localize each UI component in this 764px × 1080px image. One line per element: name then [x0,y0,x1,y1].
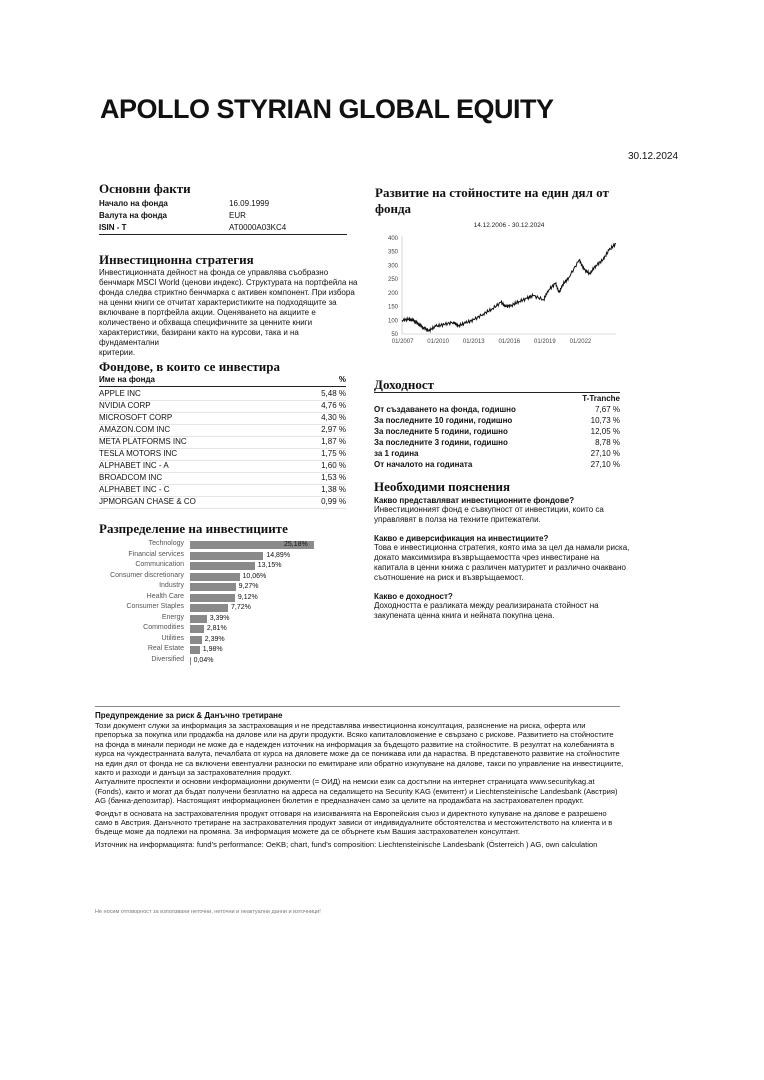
allocation-label: Technology [148,540,184,547]
disclaimer-source: Източник на информацията: fund's performance: OeKB; chart, fund's composition: Liechtensteinische Landesbank (Österreich ) AG, own calculation [95,839,598,849]
holding-name: ALPHABET INC - C [99,485,170,494]
strategy-line: фонда следва стриктно бенчмарка с активен компонент. При избора [99,288,355,297]
allocation-bar [190,552,263,560]
facts-heading: Основни факти [99,181,191,196]
holding-pct: 1,38 % [321,485,346,494]
performance-rule [374,392,620,393]
allocation-value: 7,72% [231,604,251,611]
allocation-bar [190,625,204,633]
allocation-heading: Разпределение на инвестициите [99,521,288,536]
holdings-header [99,375,346,387]
allocation-label: Consumer discretionary [110,571,184,579]
note-question: Какво е доходност? [374,592,453,601]
performance-row [374,449,620,460]
performance-label: За последните 3 години, годишно [374,438,508,447]
allocation-bar [190,604,228,612]
document-title: APOLLO STYRIAN GLOBAL EQUITY [100,94,554,124]
chart-heading-line: фонда [375,201,412,216]
performance-row [374,416,620,427]
disclaimer-line: Фондът в основата на застрахователния продукт отговаря на изискванията на Европейския съюз и директното купуване на дялове е разрешено [95,808,607,818]
strategy-line: характеристики, базирани както на курсови, така и на фундаментални [99,328,299,347]
x-tick-label: 01/2013 [462,339,485,345]
holding-pct: 4,30 % [321,413,346,422]
strategy-line: на ценни книги се отчитат характеристиките на подходящите за [99,298,337,307]
y-tick-label: 100 [387,318,398,325]
strategy-line: включване в портфейла акции. Оценяването на акциите е [99,308,316,317]
holdings-col-pct: % [338,375,346,384]
notes-body [374,496,634,621]
disclaimer-rule [95,706,620,707]
fact-label: ISIN - T [99,223,127,232]
holding-name: JPMORGAN CHASE & CO [99,497,196,506]
holding-pct: 1,60 % [321,461,346,470]
footer-note: Не носим отговорност за използвани неточни, неточни и неактуални данни и източници! [95,909,321,915]
allocation-value: 3,39% [209,614,230,622]
note-answer-line: Това е инвестиционна стратегия, която има за цел да намали риска, [374,543,630,552]
allocation-bar [190,657,191,665]
fact-row [99,199,269,208]
strategy-line: бенчмарк MSCI World (ценови индекс). Структурата на портфейла на [99,278,358,287]
performance-value: 27,10 % [590,460,620,469]
allocation-label: Financial services [128,550,184,558]
fact-label: Валута на фонда [99,211,167,220]
allocation-value: 9,12% [237,593,258,601]
strategy-line: критерии. [99,348,136,357]
allocation-label: Communication [135,561,184,568]
allocation-value: 14,89% [266,551,291,559]
fact-value: AT0000A03KC4 [229,223,287,232]
x-tick-label: 01/2019 [534,339,556,345]
holding-name: ALPHABET INC - A [99,461,169,470]
allocation-value: 2,39% [204,635,225,643]
note-answer-line: докато максимизира възвръщаемостта чрез инвестиране на [374,553,600,562]
holding-name: TESLA MOTORS INC [99,449,178,458]
note-question: Какво представляват инвестиционните фондове? [374,496,575,505]
note-answer-line: капитала в ценни книжа с различен матуритет и различно очаквано [374,563,626,572]
performance-column-header: T-Tranche [582,394,620,403]
y-tick-label: 350 [387,249,398,256]
disclaimer-line: Актуалните проспекти и основни информационни документи (= ОИД) на немски език са достъпни на интернет страницата www.securitykag.at [95,777,595,787]
allocation-label: Commodities [143,624,184,631]
disclaimer-line: AG (банка-депозитар). Настоящият информационен бюлетин е предназначен само за целите на продажбата на застрахователен продукт. [95,796,584,806]
fact-value: 16.09.1999 [229,199,270,208]
disclaimer-line: бъдеще може да подлежи на промяна. За информация можете да се обърнете към Вашия застрахователен консултант. [95,827,520,837]
holding-name: MICROSOFT CORP [99,413,173,422]
holding-pct: 1,87 % [321,437,346,446]
allocation-label: Health Care [146,592,184,600]
chart-title: 14.12.2006 - 30.12.2024 [473,222,545,229]
allocation-label: Energy [161,613,184,621]
holding-name: BROADCOM INC [99,473,163,482]
fact-row [99,211,246,220]
performance-value: 27,10 % [590,449,620,458]
performance-value: 7,67 % [595,405,620,414]
disclaimer [95,711,635,849]
strategy-line: Инвестиционната дейност на фонда се управлява съобразно [99,268,329,277]
disclaimer-line: както и разходи и данъци за застрахователния продукт. [95,768,292,778]
allocation-label: Utilities [161,634,184,642]
note-answer-line: съотношение на риск и възвръщаемост. [374,573,524,582]
performance-row [374,405,620,416]
allocation-bar [190,573,240,581]
y-tick-label: 200 [387,290,398,297]
holding-row [99,496,346,509]
performance-row [374,427,620,438]
chart-heading-line: Развитие на стойностите на един дял от [375,185,609,200]
allocation-label: Real Estate [147,645,184,652]
allocation-label: Diversified [151,655,184,663]
note-answer-line: управлявят в полза на техните притежатели. [374,515,541,524]
disclaimer-line: курса на чуждестранната валута, печалбата от курса на дяловете може да се понижава или да нараства. В представеното развитие на стойностите [95,749,620,759]
disclaimer-line: препоръка за покупка или продажба на дялове или на други продукти. Всяко капиталовложение е свързано с рискове. Развитието на стойностите [95,730,614,740]
disclaimer-line: Този документ служи за информация за застраховащия и не представлява инвестиционна консултация, разяснение на риска, оферта или [95,721,586,730]
holding-pct: 4,76 % [321,401,346,410]
report-date: 30.12.2024 [628,151,679,162]
holdings-heading: Фондове, в които се инвестира [99,359,280,374]
performance-value: 12,05 % [590,427,620,436]
disclaimer-line: (Fonds), както и могат да бъдат получени безплатно на адреса на седалището на Security KAG (емитент) и Liechtensteinische Landesbank (Австрия) [95,786,618,796]
fact-label: Начало на фонда [99,199,168,208]
strategy-text [99,268,359,358]
holding-pct: 5,48 % [321,389,346,398]
disclaimer-heading: Предупреждение за риск & Данъчно третиране [95,711,283,720]
value-development-chart [370,216,626,350]
x-tick-label: 01/2022 [569,339,592,345]
x-tick-label: 01/2010 [427,339,450,345]
x-tick-label: 01/2016 [498,339,521,345]
allocation-bar [190,583,236,591]
performance-value: 10,73 % [590,416,620,425]
x-tick-label: 01/2007 [391,339,414,345]
performance-label: От началото на годината [374,460,473,469]
allocation-value: 10,06% [242,572,267,580]
holding-pct: 2,97 % [321,425,346,434]
allocation-bar [190,594,235,602]
note-question: Какво е диверсификация на инвестициите? [374,534,549,543]
disclaimer-line: на един дял от фонда не са включени евентуални разноски по емитиране или обратно изкупуване на дялове, такси по управление на инвестициите, [95,758,624,768]
strategy-line: количествено и обхваща специфичните за ценните книги [99,318,313,327]
allocation-value: 2,81% [206,625,227,632]
performance-heading: Доходност [374,377,434,392]
note-answer-line: Инвестиционният фонд е съвкупност от инвестиции, които са [374,505,604,514]
y-tick-label: 400 [387,236,398,242]
fact-value: EUR [229,211,246,220]
strategy-heading: Инвестиционна стратегия [99,252,254,267]
holding-name: META PLATFORMS INC [99,437,187,446]
allocation-value: 0,04% [193,656,214,664]
allocation-value: 13,15% [257,562,282,569]
allocation-value: 9,27% [238,583,259,590]
y-tick-label: 50 [391,332,398,338]
allocation-bar [190,615,207,623]
performance-value: 8,78 % [595,438,620,447]
allocation-label: Consumer Staples [126,603,184,610]
fact-row [99,223,286,232]
performance-label: за 1 година [374,449,419,458]
chart-heading [375,185,625,217]
allocation-value: 1,98% [202,646,223,653]
facts-underline [99,234,347,235]
y-tick-label: 300 [387,263,398,270]
allocation-bar [190,562,255,570]
y-tick-label: 150 [387,304,398,311]
disclaimer-line: на фонда в минали периоди не може да е надежден източник на информация за бъдещото развитие на стойностите. В резултат на колебанията в [95,739,615,749]
allocation-bar [190,646,200,654]
holding-name: AMAZON.COM INC [99,425,171,434]
performance-label: От създаването на фонда, годишно [374,405,516,414]
series-line [402,244,616,332]
holding-pct: 1,75 % [321,449,346,458]
performance-label: За последните 5 години, годишно [374,427,508,436]
performance-row [374,438,620,449]
holdings-col-name: Име на фонда [99,375,155,384]
note-answer-line: закупената ценна книга и нейната покупна цена. [374,611,555,620]
allocation-label: Industry [159,582,184,589]
allocation-bar [190,636,202,644]
note-answer-line: Доходността е разликата между реализираната стойност на [374,601,599,610]
allocation-value: 25,18% [284,541,308,548]
disclaimer-line: само в Австрия. Данъчното третиране на застрахователния продукт зависи от индивидуалните обстоятелства и местожителството на клиента и в [95,818,613,828]
holding-pct: 0,99 % [321,497,346,506]
holding-name: APPLE INC [99,389,141,398]
notes-heading: Необходими пояснения [374,479,510,494]
performance-label: За последните 10 години, годишно [374,416,513,425]
y-tick-label: 250 [387,277,398,284]
performance-row [374,460,620,471]
holding-pct: 1,53 % [321,473,346,482]
holding-name: NVIDIA CORP [99,401,151,410]
